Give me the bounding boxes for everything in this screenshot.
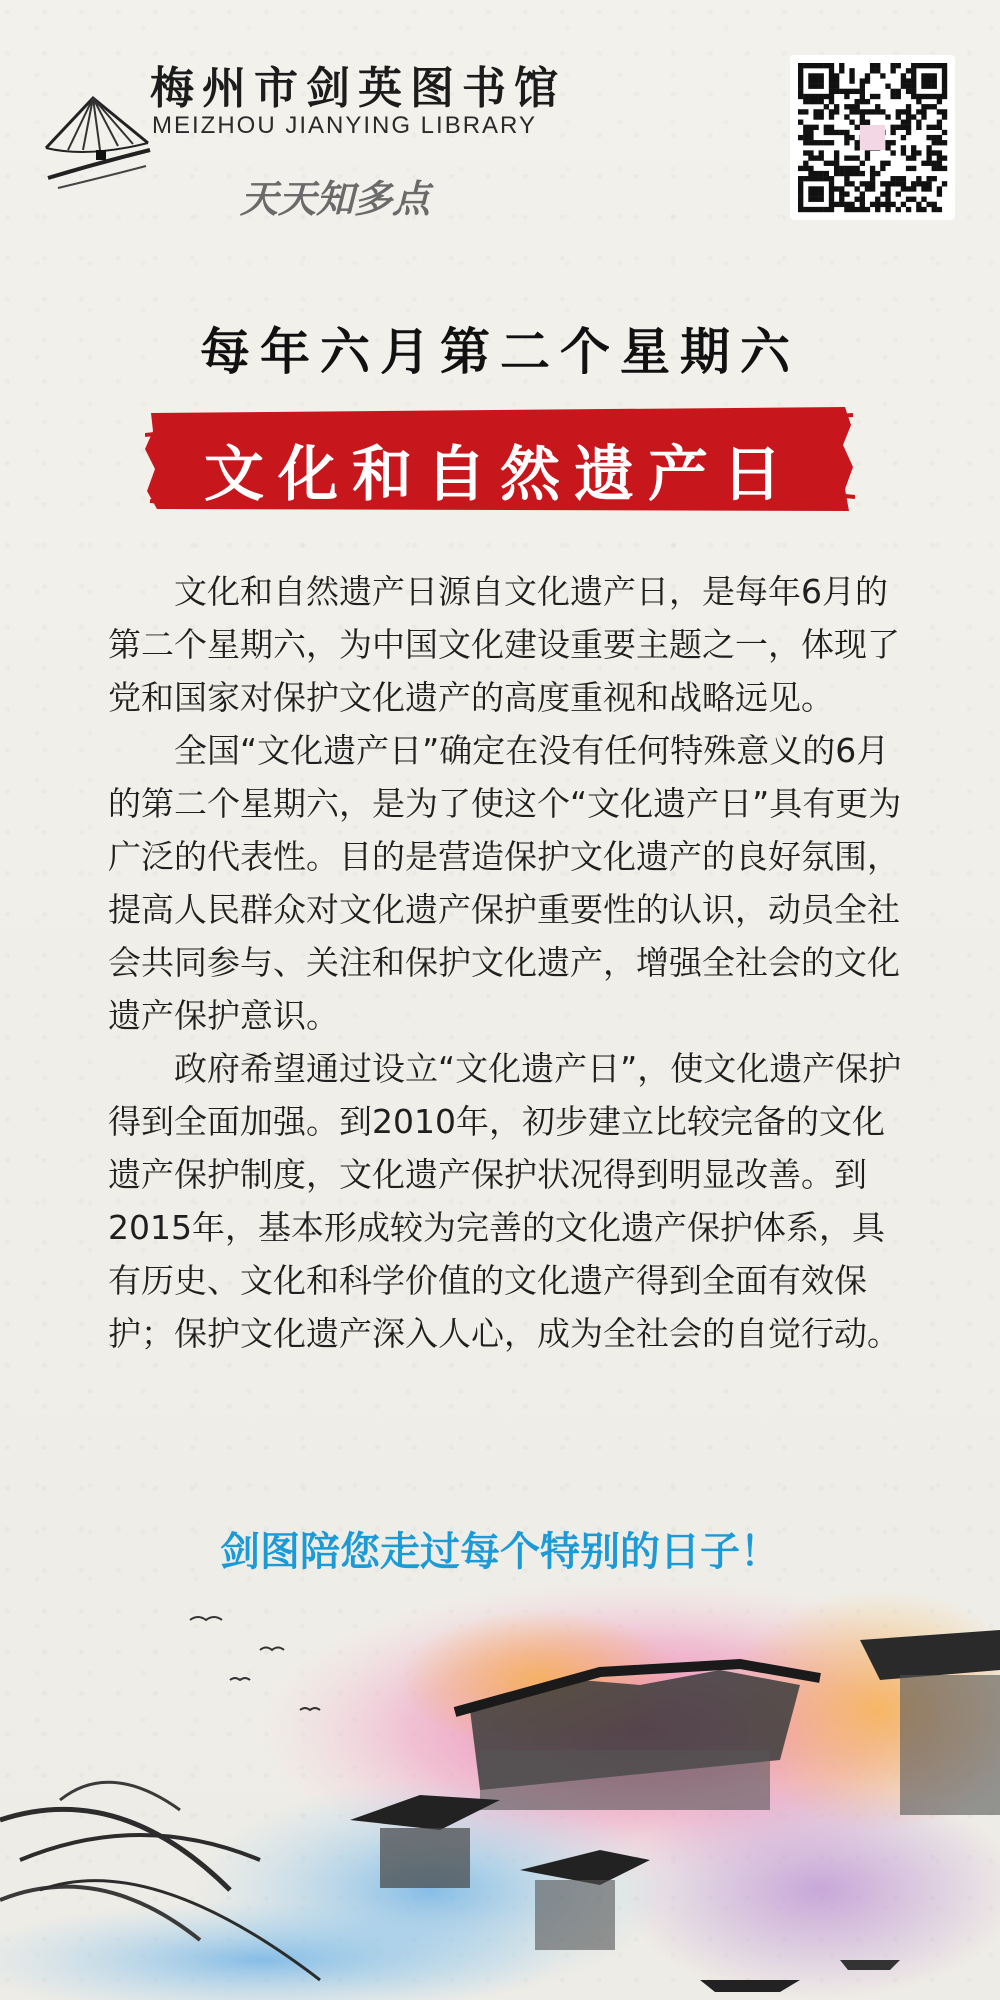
ink-painting-illustration: [0, 1560, 1000, 2000]
paragraph-1: 文化和自然遗产日源自文化遗产日，是每年6月的第二个星期六，为中国文化建设重要主题之一，体现了党和国家对保护文化遗产的高度重视和战略远见。: [108, 572, 900, 717]
qr-code-icon: [790, 55, 955, 220]
library-name-chinese: 梅州市剑英图书馆: [150, 63, 566, 114]
date-title: 每年六月第二个星期六: [200, 322, 800, 381]
library-logo-icon: [38, 88, 156, 198]
paragraph-2: 全国“文化遗产日”确定在没有任何特殊意义的6月的第二个星期六，是为了使这个“文化遗产日”具有更为广泛的代表性。目的是营造保护文化遗产的良好氛围，提高人民群众对文化遗产保护重要性的认识，动员全社会共同参与、关注和保护文化遗产，增强全社会的文化遗产保护意识。: [108, 731, 902, 1035]
paragraph-3: 政府希望通过设立“文化遗产日”，使文化遗产保护得到全面加强。到2010年，初步建立比较完备的文化遗产保护制度，文化遗产保护状况得到明显改善。到 2015年，基本形成较为完善的文化遗产保护体系，具有历史、文化和科学价值的文化遗产得到全面有效保护；保护文化遗产深入人心，成为全社会的自觉行动。: [108, 1049, 902, 1353]
slogan: 剑图陪您走过每个特别的日子！: [220, 1529, 780, 1575]
library-name-english: MEIZHOU JIANYING LIBRARY: [152, 112, 537, 139]
event-title-banner: [145, 405, 855, 515]
article-body: [108, 565, 908, 1360]
event-title: 文化和自然遗产日: [204, 440, 796, 510]
tagline: 天天知多点: [240, 177, 431, 221]
